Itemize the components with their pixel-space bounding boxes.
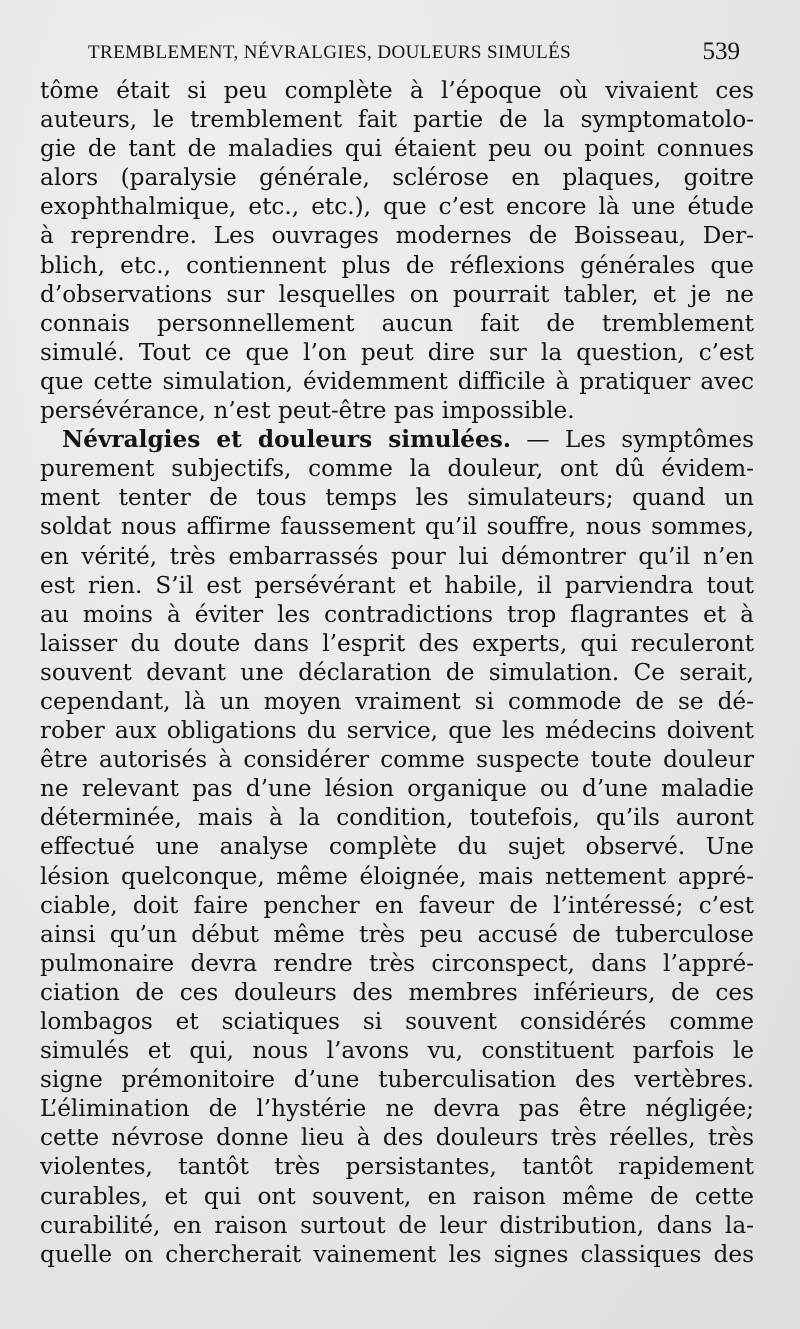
text-line: violentes, tantôt très persistantes, tantôt rapidement: [40, 1153, 754, 1181]
text-line: ne relevant pas d’une lésion organique ou d’une maladie: [40, 775, 754, 803]
body-text: [40, 76, 754, 1269]
text-line: simulé. Tout ce que l’on peut dire sur la question, c’est: [40, 338, 754, 366]
text-line: à reprendre. Les ouvrages modernes de Boisseau, Der-: [40, 222, 754, 250]
text-line: lésion quelconque, même éloignée, mais nettement appré-: [40, 862, 754, 890]
text-line: gie de tant de maladies qui étaient peu ou point connues: [40, 135, 754, 163]
text-line: purement subjectifs, comme la douleur, ont dû évidem-: [40, 455, 754, 483]
text-line: rober aux obligations du service, que les médecins doivent: [40, 717, 754, 745]
text-line: quelle on chercherait vainement les signes classiques des: [40, 1240, 754, 1268]
text-line: souvent devant une déclaration de simulation. Ce serait,: [40, 658, 754, 686]
text-line: pulmonaire devra rendre très circonspect, dans l’appré-: [40, 949, 754, 977]
text-line: L’élimination de l’hystérie ne devra pas être négligée;: [40, 1095, 754, 1123]
text-line: simulés et qui, nous l’avons vu, constituent parfois le: [40, 1037, 754, 1065]
section-heading-line: [40, 425, 754, 454]
text-line: signe prémonitoire d’une tuberculisation des vertèbres.: [40, 1066, 754, 1094]
text-line: exophthalmique, etc., etc.), que c’est encore là une étude: [40, 193, 754, 221]
text-line: au moins à éviter les contradictions trop flagrantes et à: [40, 600, 754, 628]
text-line: effectué une analyse complète du sujet observé. Une: [40, 833, 754, 861]
text-line: en vérité, très embarrassés pour lui démontrer qu’il n’en: [40, 542, 754, 570]
text-line: que cette simulation, évidemment difficile à pratiquer avec: [40, 367, 754, 395]
text-fragment: — Les symptômes: [526, 426, 755, 454]
text-line: curabilité, en raison surtout de leur distribution, dans la-: [40, 1211, 754, 1239]
text-line: alors (paralysie générale, sclérose en plaques, goitre: [40, 164, 754, 192]
text-line: blich, etc., contiennent plus de réflexions générales que: [40, 251, 754, 279]
text-line: soldat nous affirme faussement qu’il souffre, nous sommes,: [40, 513, 754, 541]
text-line: ciable, doit faire pencher en faveur de l’intéressé; c’est: [40, 891, 754, 919]
text-line: persévérance, n’est peut-être pas impossible.: [40, 397, 575, 425]
text-line: est rien. S’il est persévérant et habile, il parviendra tout: [40, 571, 754, 599]
page-number: 539: [702, 38, 740, 65]
text-line: d’observations sur lesquelles on pourrait tabler, et je ne: [40, 280, 754, 308]
text-line: cependant, là un moyen vraiment si commode de se dé-: [40, 687, 754, 715]
text-line: déterminée, mais à la condition, toutefois, qu’ils auront: [40, 804, 754, 832]
running-title: TREMBLEMENT, NÉVRALGIES, DOULEURS SIMULÉS: [88, 42, 572, 63]
text-line: être autorisés à considérer comme suspecte toute douleur: [40, 746, 754, 774]
text-line: ment tenter de tous temps les simulateurs; quand un: [40, 484, 754, 512]
text-line: auteurs, le tremblement fait partie de la symptomatolo-: [40, 106, 754, 134]
section-heading: Névralgies et douleurs simulées.: [62, 426, 511, 454]
text-line: ciation de ces douleurs des membres inférieurs, de ces: [40, 978, 754, 1006]
text-line: laisser du doute dans l’esprit des experts, qui reculeront: [40, 629, 754, 657]
text-line: curables, et qui ont souvent, en raison même de cette: [40, 1182, 754, 1210]
text-line: cette névrose donne lieu à des douleurs très réelles, très: [40, 1124, 754, 1152]
text-line: tôme était si peu complète à l’époque où vivaient ces: [40, 77, 754, 104]
running-header: [88, 38, 740, 70]
text-line: ainsi qu’un début même très peu accusé de tuberculose: [40, 920, 754, 948]
text-line: connais personnellement aucun fait de tremblement: [40, 309, 754, 337]
text-line: lombagos et sciatiques si souvent considérés comme: [40, 1008, 754, 1035]
